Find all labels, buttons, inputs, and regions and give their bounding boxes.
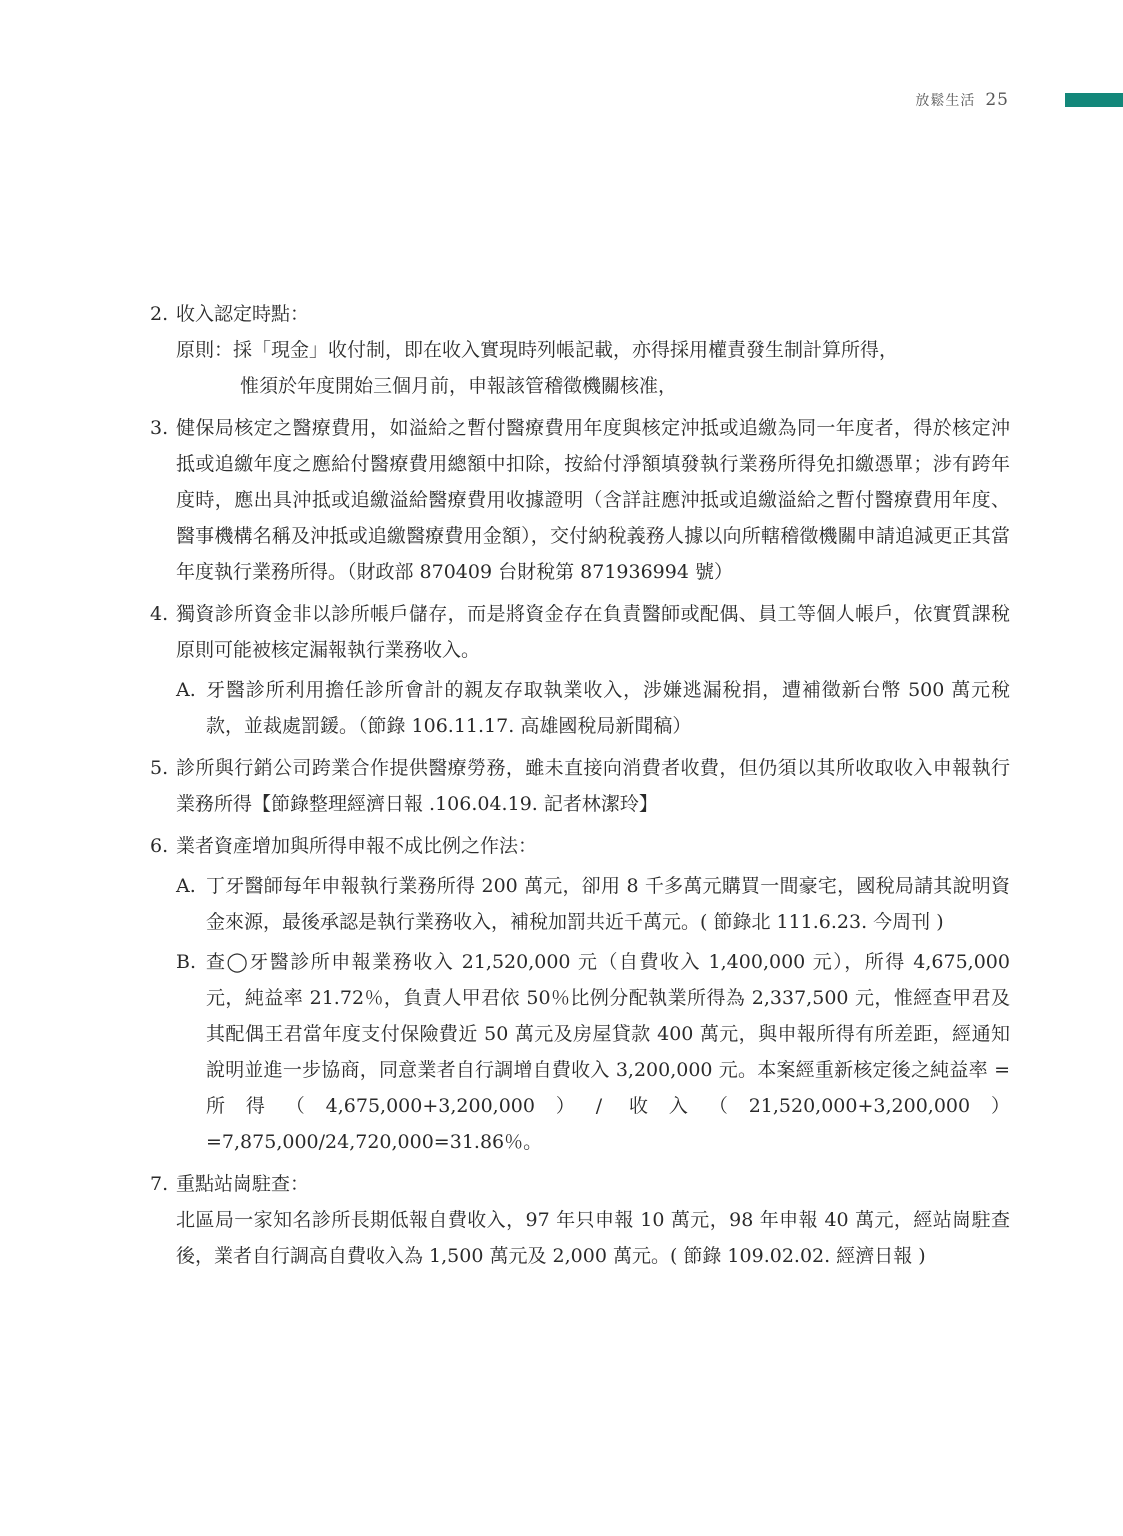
sub-item-text: 查◯牙醫診所申報業務收入 21,520,000 元（自費收入 1,400,000 元），所得 4,675,000 元，純益率 21.72％，負責人甲君依 50％比例分配執業所得為 2,337,500 元，惟經查甲君及其配偶王君當年度支付保險費近 50 萬元及房屋貸款 400 萬元，與申報所得有所差距，經通知說明並進一步協商，同意業者自行調增自費收入 3,200,000 元。本案經重新核定後之純益率 = 所得（4,675,000+3,200,000）/ 收入（21,520,000+3,200,000）=7,875,000/24,720,000=31.86％。 (206, 951, 1010, 1153)
sub-item-a (176, 672, 1010, 744)
section-title: 放鬆生活 (915, 93, 976, 109)
accent-bar (1065, 93, 1123, 107)
item-text: 北區局一家知名診所長期低報自費收入，97 年只申報 10 萬元，98 年申報 40 萬元，經站崗駐查後，業者自行調高自費收入為 1,500 萬元及 2,000 萬元。( 節錄 109.02.02. 經濟日報 ) (176, 1209, 1010, 1267)
sub-item-marker: B. (176, 951, 197, 973)
item-number: 7. (150, 1173, 169, 1195)
sub-item-a (176, 868, 1010, 940)
sub-item-text: 牙醫診所利用擔任診所會計的親友存取執業收入，涉嫌逃漏稅捐，遭補徵新台幣 500 萬元稅款，並裁處罰鍰。（節錄 106.11.17. 高雄國稅局新聞稿） (206, 679, 1010, 737)
list-item-2 (150, 296, 1010, 404)
document-body (150, 296, 1010, 1280)
principle-line-1: 原則：採「現金」收付制，即在收入實現時列帳記載，亦得採用權責發生制計算所得， (176, 339, 899, 361)
sub-item-text: 丁牙醫師每年申報執行業務所得 200 萬元，卻用 8 千多萬元購買一間豪宅，國稅局請其說明資金來源，最後承認是執行業務收入，補稅加罰共近千萬元。( 節錄北 111.6.23. 今周刊 ) (206, 875, 1010, 933)
item-number: 4. (150, 603, 169, 625)
running-header (915, 90, 1009, 110)
item-title: 收入認定時點： (176, 303, 310, 325)
item-number: 2. (150, 303, 169, 325)
item-number: 5. (150, 757, 169, 779)
sub-item-marker: A. (176, 679, 196, 701)
principle-block (176, 332, 1010, 404)
sub-item-marker: A. (176, 875, 196, 897)
item-number: 3. (150, 417, 169, 439)
list-item-3 (150, 410, 1010, 590)
list-item-5 (150, 750, 1010, 822)
page-number: 25 (985, 90, 1009, 110)
item-text: 獨資診所資金非以診所帳戶儲存，而是將資金存在負責醫師或配偶、員工等個人帳戶，依實質課稅原則可能被核定漏報執行業務收入。 (176, 603, 1010, 661)
item-number: 6. (150, 835, 169, 857)
item-title: 業者資產增加與所得申報不成比例之作法： (176, 835, 538, 857)
list-item-7 (150, 1166, 1010, 1274)
item-title: 重點站崗駐查： (176, 1173, 310, 1195)
item-text: 健保局核定之醫療費用，如溢給之暫付醫療費用年度與核定沖抵或追繳為同一年度者，得於核定沖抵或追繳年度之應給付醫療費用總額中扣除，按給付淨額填發執行業務所得免扣繳憑單；涉有跨年度時，應出具沖抵或追繳溢給醫療費用收據證明（含詳註應沖抵或追繳溢給之暫付醫療費用年度、醫事機構名稱及沖抵或追繳醫療費用金額），交付納稅義務人據以向所轄稽徵機關申請追減更正其當年度執行業務所得。（財政部 870409 台財稅第 871936994 號） (176, 417, 1010, 583)
principle-line-2: 惟須於年度開始三個月前，申報該管稽徵機關核准， (240, 375, 678, 397)
sub-item-b (176, 944, 1010, 1160)
item-text: 診所與行銷公司跨業合作提供醫療勞務，雖未直接向消費者收費，但仍須以其所收取收入申報執行業務所得【節錄整理經濟日報 .106.04.19. 記者林潔玲】 (176, 757, 1010, 815)
list-item-4 (150, 596, 1010, 744)
list-item-6 (150, 828, 1010, 1160)
